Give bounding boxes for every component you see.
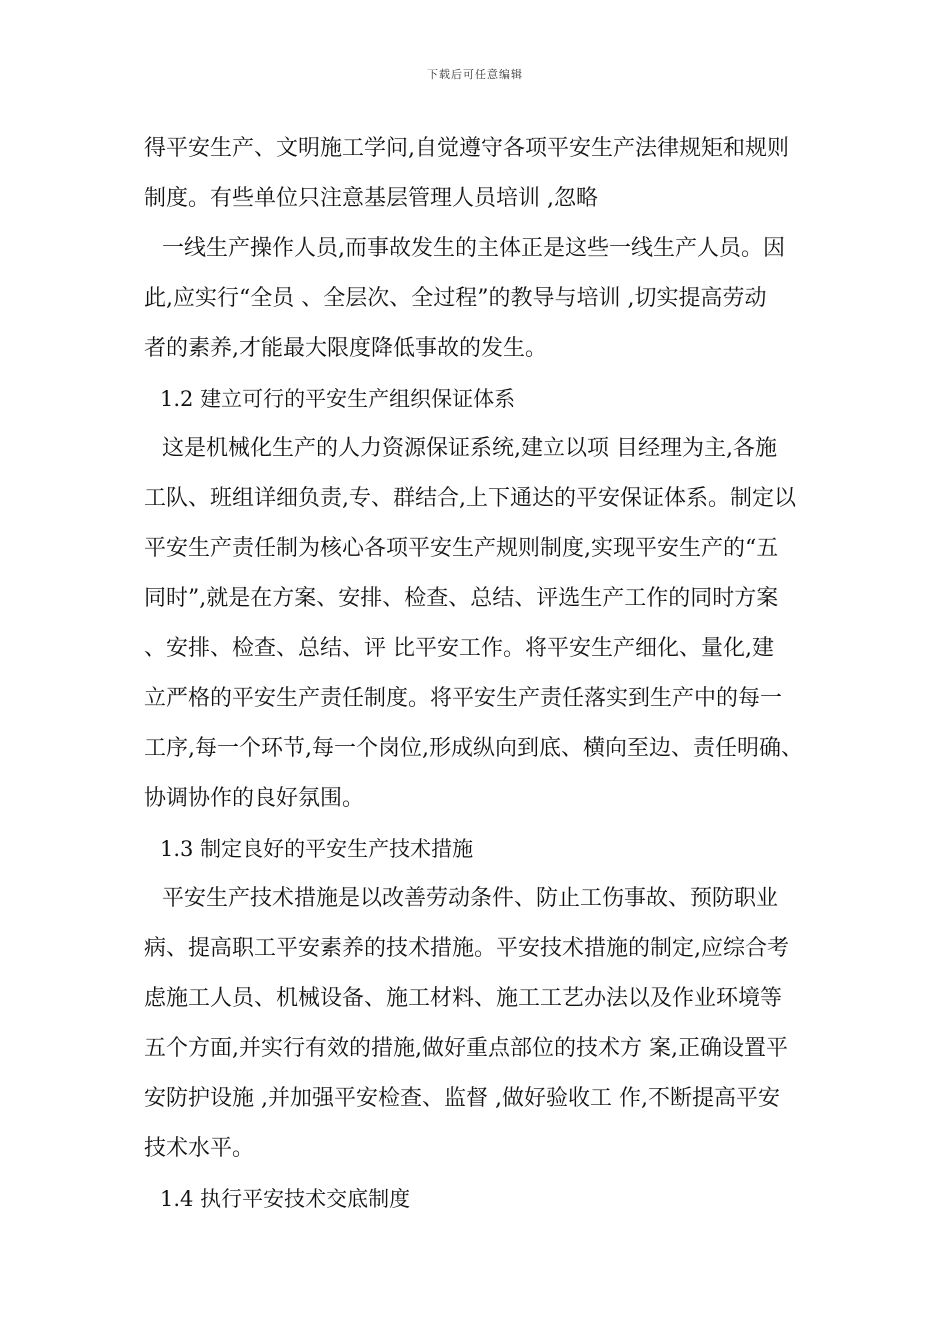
body-line: 、安排、检查、总结、评 比平安工作。将平安生产细化、量化,建 — [144, 636, 774, 661]
body-line: 工序,每一个环节,每一个岗位,形成纵向到底、横向至边、责任明确、 — [144, 736, 803, 761]
body-line: 虑施工人员、机械设备、施工材料、施工工艺办法以及作业环境等 — [144, 986, 783, 1011]
body-line: 技术水平。 — [144, 1136, 255, 1161]
body-line: 立严格的平安生产责任制度。将平安生产责任落实到生产中的每一 — [144, 686, 783, 711]
body-line: 制度。有些单位只注意基层管理人员培训 ,忽略 — [144, 186, 598, 211]
body-line: 病、提高职工平安素养的技术措施。平安技术措施的制定,应综合考 — [144, 936, 789, 961]
body-line: 平安生产技术措施是以改善劳动条件、防止工伤事故、预防职业 — [162, 886, 779, 911]
body-line: 此,应实行“全员 、全层次、全过程”的教导与培训 ,切实提高劳动 — [144, 286, 767, 311]
page-header: 下载后可任意编辑 — [427, 68, 523, 81]
section-heading: 1.2 建立可行的平安生产组织保证体系 — [160, 387, 516, 411]
section-heading: 1.3 制定良好的平安生产技术措施 — [160, 837, 474, 861]
body-line: 者的素养,才能最大限度降低事故的发生。 — [144, 336, 547, 361]
body-line: 同时”,就是在方案、安排、检查、总结、评选生产工作的同时方案 — [144, 586, 779, 611]
body-line: 协调协作的良好氛围。 — [144, 786, 365, 811]
body-line: 得平安生产、文明施工学问,自觉遵守各项平安生产法律规矩和规则 — [144, 136, 789, 161]
body-line: 安防护设施 ,并加强平安检查、监督 ,做好验收工 作,不断提高平安 — [144, 1086, 780, 1111]
body-line: 平安生产责任制为核心各项平安生产规则制度,实现平安生产的“五 — [144, 536, 779, 561]
body-line: 工队、班组详细负责,专、群结合,上下通达的平安保证体系。制定以 — [144, 486, 796, 511]
section-heading: 1.4 执行平安技术交底制度 — [160, 1187, 411, 1211]
body-line: 这是机械化生产的人力资源保证系统,建立以项 目经理为主,各施 — [162, 436, 777, 461]
body-line: 五个方面,并实行有效的措施,做好重点部位的技术方 案,正确设置平 — [144, 1036, 788, 1061]
body-line: 一线生产操作人员,而事故发生的主体正是这些一线生产人员。因 — [162, 236, 785, 261]
